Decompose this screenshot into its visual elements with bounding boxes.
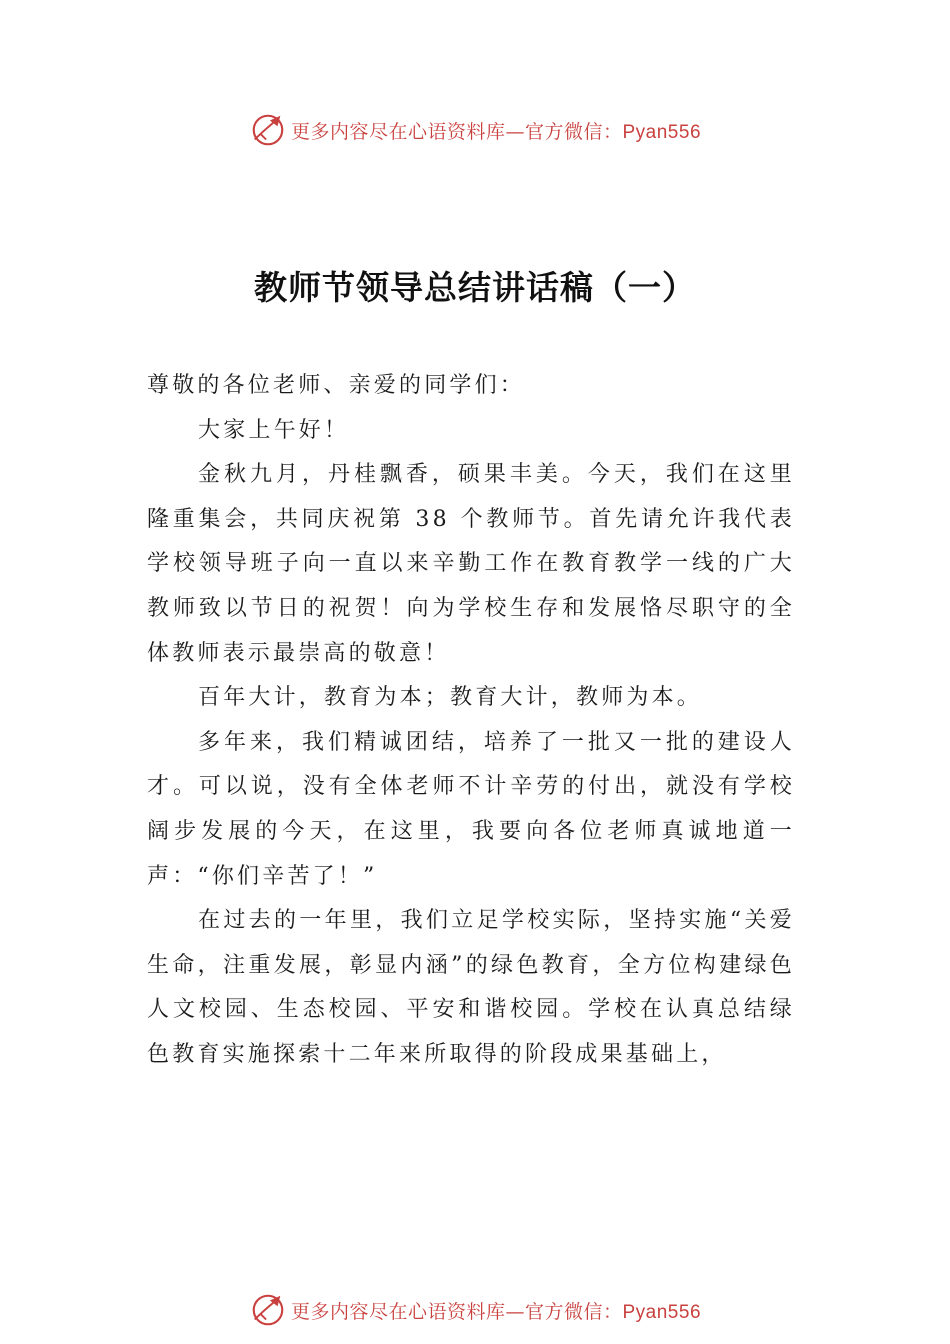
salutation: 尊敬的各位老师、亲爱的同学们： — [147, 373, 526, 398]
pen-circle-logo-icon — [249, 111, 287, 149]
paragraph: 在过去的一年里，我们立足学校实际，坚持实施“关爱生命，注重发展，彰显内涵”的绿色教育，全方位构建绿色人文校园、生态校园、平安和谐校园。学校在认真总结绿色教育实施探索十二年来所取得的阶段成果基础上， — [147, 908, 795, 1067]
document-body — [147, 364, 795, 1078]
watermark-text: 更多内容尽在心语资料库—官方微信： — [290, 1300, 623, 1323]
paragraph: 金秋九月，丹桂飘香，硕果丰美。今天，我们在这里隆重集会，共同庆祝第 38 个教师节。首先请允许我代表学校领导班子向一直以来辛勤工作在教育教学一线的广大教师致以节日的祝贺！向为学校生存和发展恪尽职守的全体教师表示最崇高的敬意！ — [147, 462, 795, 666]
watermark-text: 更多内容尽在心语资料库—官方微信： — [290, 120, 623, 143]
paragraph: 大家上午好！ — [198, 417, 350, 443]
watermark-footer — [0, 1288, 950, 1332]
paragraph: 百年大计，教育为本；教育大计，教师为本。 — [198, 685, 703, 711]
watermark-wechat-id: Pyan556 — [622, 1301, 702, 1323]
watermark-wechat-id: Pyan556 — [622, 121, 702, 143]
watermark-header — [0, 108, 950, 152]
document-title: 教师节领导总结讲话稿（一） — [254, 268, 696, 307]
paragraph: 多年来，我们精诚团结，培养了一批又一批的建设人才。可以说，没有全体老师不计辛劳的付出，就没有学校阔步发展的今天，在这里，我要向各位老师真诚地道一声：“你们辛苦了！” — [147, 729, 795, 889]
pen-circle-logo-icon — [249, 1291, 287, 1329]
